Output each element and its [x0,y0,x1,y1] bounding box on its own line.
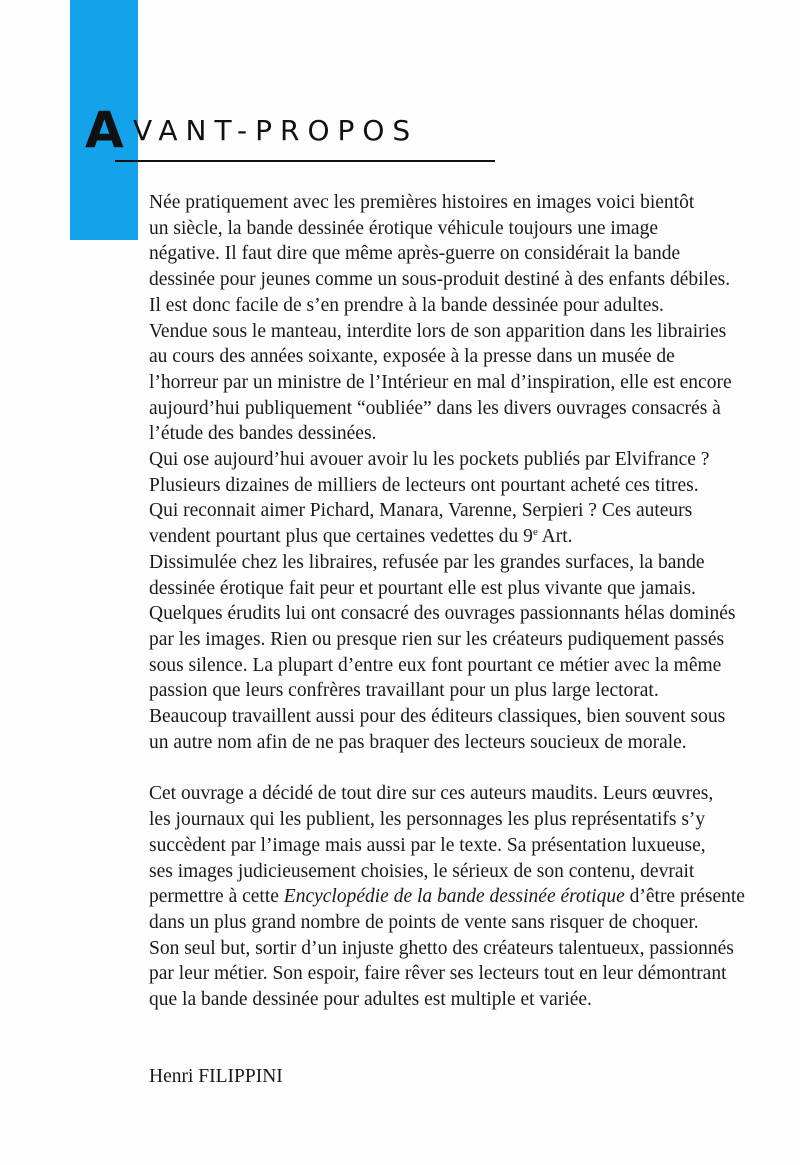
text-line: par les images. Rien ou presque rien sur les créateurs pudiquement passés [149,628,725,650]
text-line: aujourd’hui publiquement “oubliée” dans les divers ouvrages consacrés à [149,397,721,419]
text-line: Quelques érudits lui ont consacré des ouvrages passionnants hélas dominés [149,603,736,625]
text-line: ses images judicieusement choisies, le sérieux de son contenu, devrait [149,860,695,882]
paragraph-1 [149,190,769,755]
text-line: sous silence. La plupart d’entre eux font pourtant ce métier avec la même [149,654,722,676]
text-line: par leur métier. Son espoir, faire rêver ses lecteurs tout en leur démontrant [149,963,727,985]
text-line: l’horreur par un ministre de l’Intérieur en mal d’inspiration, elle est encore [149,371,732,393]
paragraph-2 [149,781,769,1012]
text-line: dessinée pour jeunes comme un sous-produit destiné à des enfants débiles. [149,269,731,291]
title-underline [115,160,495,162]
text-line: que la bande dessinée pour adultes est multiple et variée. [149,989,592,1011]
ordinal-superscript: e [532,526,538,539]
text-line: dans un plus grand nombre de points de vente sans risquer de choquer. [149,911,699,933]
text-line: les journaux qui les publient, les personnages les plus représentatifs s’y [149,809,706,831]
text-line: Qui reconnait aimer Pichard, Manara, Varenne, Serpieri ? Ces auteurs [149,500,693,522]
text-line: Dissimulée chez les libraires, refusée par les grandes surfaces, la bande [149,551,705,573]
foreword-body [149,190,769,1013]
text-line: Son seul but, sortir d’un injuste ghetto des créateurs talentueux, passionnés [149,937,734,959]
text-line: négative. Il faut dire que même après-guerre on considérait la bande [149,243,681,265]
book-title-trail: d’être présente [624,886,745,908]
book-title-line [149,884,769,910]
text-line: Cet ouvrage a décidé de tout dire sur ces auteurs maudits. Leurs œuvres, [149,783,714,805]
text-line: Qui ose aujourd’hui avouer avoir lu les pockets publiés par Elvifrance ? [149,449,710,471]
ninth-art-line [149,524,769,550]
text-line: au cours des années soixante, exposée à la presse dans un musée de [149,346,675,368]
author-signature: Henri FILIPPINI [149,1066,283,1087]
ninth-art-text: vendent pourtant plus que certaines vedettes du 9 [149,526,533,548]
book-title: Encyclopédie de la bande dessinée érotique [283,886,625,908]
text-line: passion que leurs confrères travaillant pour un plus large lectorat. [149,680,659,702]
text-line: un siècle, la bande dessinée érotique véhicule toujours une image [149,217,658,239]
text-line: Née pratiquement avec les premières histoires en images voici bientôt [149,192,695,213]
text-line: Beaucoup travaillent aussi pour des éditeurs classiques, bien souvent sous [149,706,726,728]
paragraph-gap [149,755,769,781]
text-line: Plusieurs dizaines de milliers de lecteurs ont pourtant acheté ces titres. [149,474,699,496]
title-initial: A [85,101,124,159]
text-line: Il est donc facile de s’en prendre à la bande dessinée pour adultes. [149,294,664,316]
ninth-art-suffix: Art. [537,526,573,548]
text-line: succèdent par l’image mais aussi par le texte. Sa présentation luxueuse, [149,834,706,856]
text-line: l’étude des bandes dessinées. [149,423,377,445]
text-line: Vendue sous le manteau, interdite lors de son apparition dans les librairies [149,320,727,342]
title-rest: VANT-PROPOS [133,114,419,147]
book-title-lead: permettre à cette [149,886,284,908]
text-line: un autre nom afin de ne pas braquer des lecteurs soucieux de morale. [149,731,687,753]
text-line: dessinée érotique fait peur et pourtant elle est plus vivante que jamais. [149,577,696,599]
page-title [85,95,495,163]
